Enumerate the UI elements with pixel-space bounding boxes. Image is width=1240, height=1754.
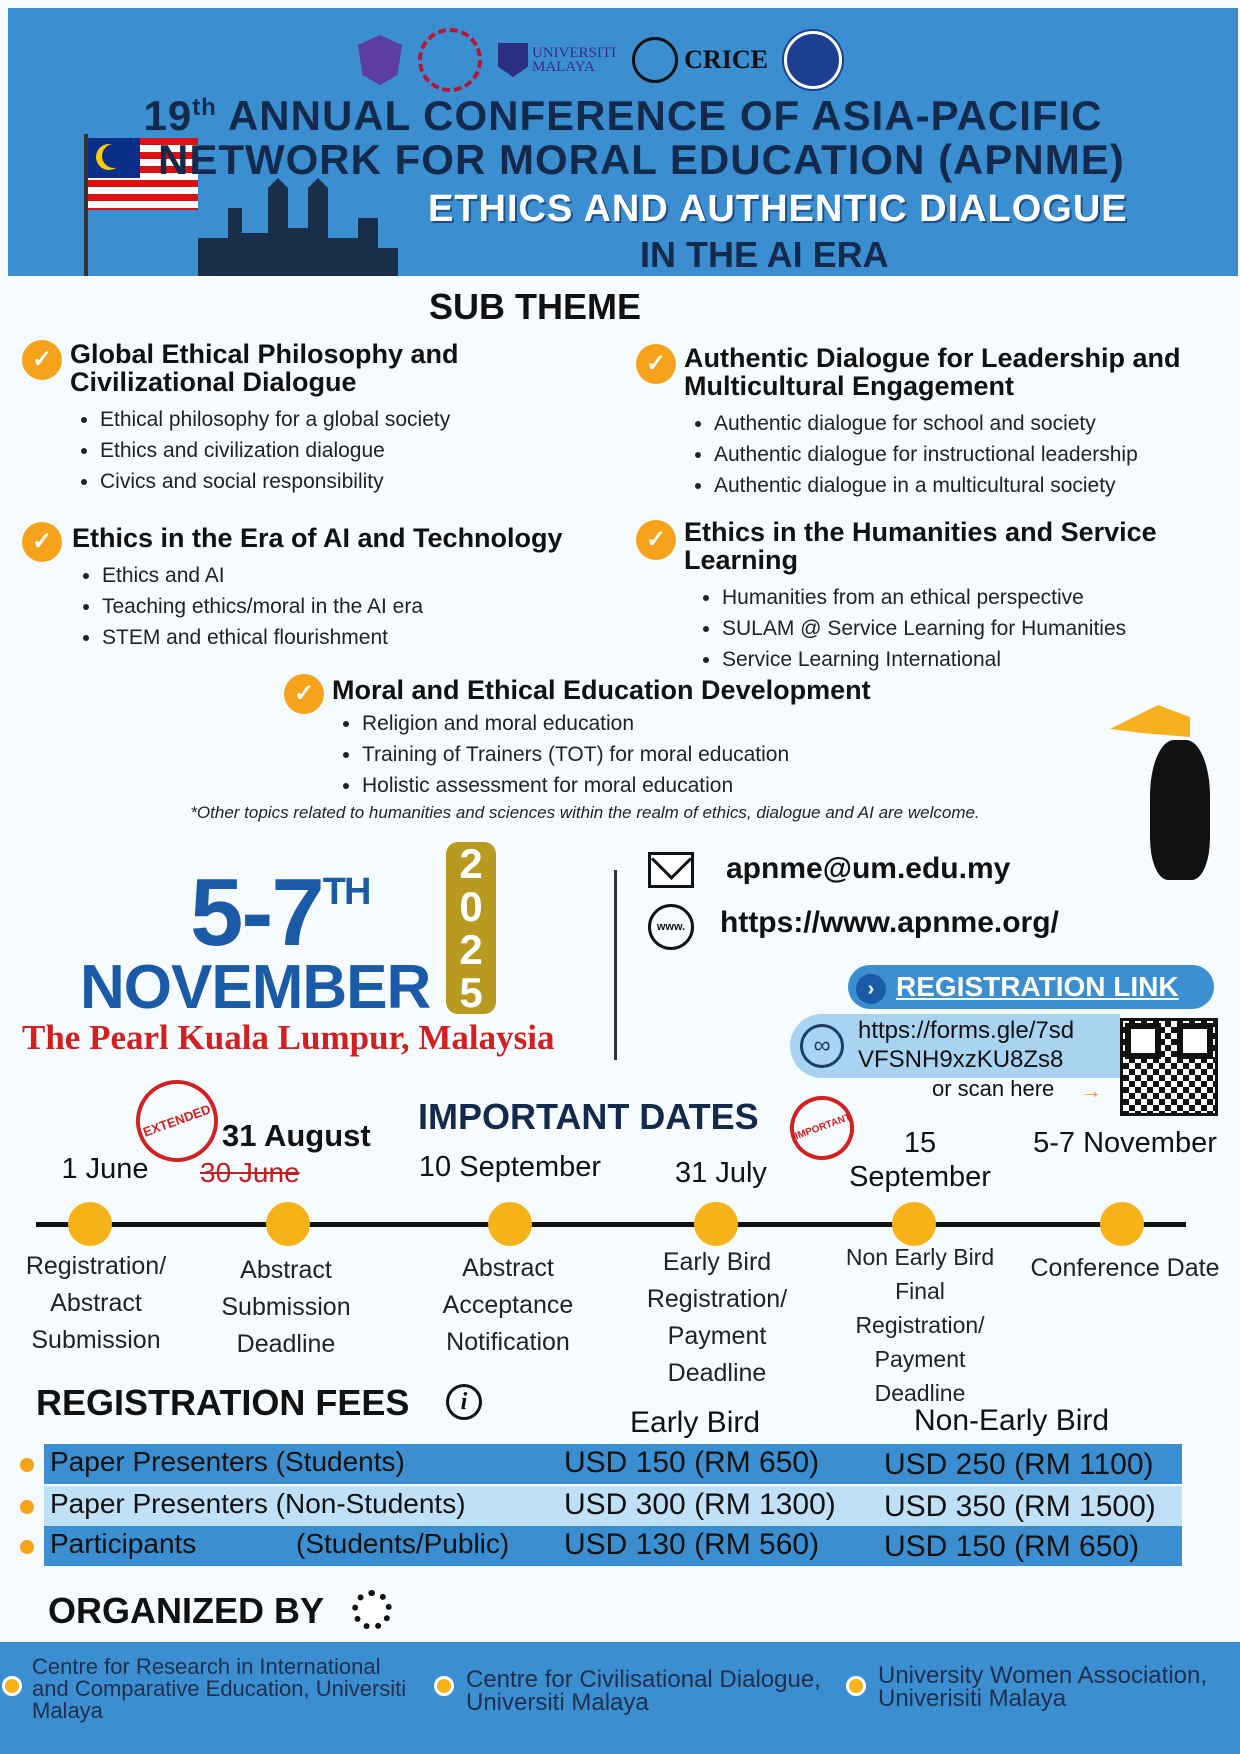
um-logo-line1: UNIVERSITI [532, 45, 617, 61]
subtheme-item: • SULAM @ Service Learning for Humanities [722, 613, 1164, 644]
email-link[interactable]: apnme@um.edu.my [726, 852, 1011, 885]
timeline-date: 31 July [675, 1157, 767, 1189]
subtheme-block [684, 518, 1164, 675]
fee-early: USD 300 (RM 1300) [564, 1488, 836, 1521]
subtheme-title: Authentic Dialogue for Leadership and Multicultural Engagement [684, 343, 1181, 401]
subtheme-item: • Service Learning International [722, 644, 1164, 675]
fee-column-non-early: Non-Early Bird [914, 1404, 1110, 1437]
checkmark-icon: ✓ [22, 340, 62, 380]
um-shield-icon [498, 43, 528, 77]
fee-non-early: USD 150 (RM 650) [884, 1530, 1140, 1563]
divider [614, 870, 617, 1060]
bullet-icon [434, 1676, 454, 1696]
fee-row [44, 1444, 1182, 1484]
checkmark-icon: ✓ [22, 522, 62, 562]
um-logo-line2: MALAYA [532, 59, 595, 75]
arrow-right-icon: → [1080, 1078, 1102, 1103]
fee-row [44, 1526, 1182, 1566]
association-seal-logo [784, 31, 842, 89]
important-dates-heading: IMPORTANT DATES [418, 1096, 759, 1137]
apnme-flower-logo [418, 28, 482, 92]
event-year: 2 0 2 5 [446, 842, 496, 1014]
timeline-old-date: 30 June [200, 1157, 300, 1188]
organizers-footer [0, 1642, 1240, 1754]
timeline-date: 5-7 November [1033, 1127, 1217, 1159]
checkmark-icon: ✓ [636, 344, 676, 384]
subtheme-block [332, 676, 952, 801]
fee-early: USD 150 (RM 650) [564, 1446, 820, 1479]
subtheme-title: Ethics in the Humanities and Service Learning [684, 517, 1157, 575]
subtheme-heading: SUB THEME [428, 286, 641, 327]
universiti-malaya-logo [498, 43, 616, 77]
globe-icon [632, 37, 678, 83]
hornbill-beak-illustration [1110, 705, 1190, 745]
website-link[interactable]: https://www.apnme.org/ [720, 906, 1059, 939]
timeline-line [36, 1222, 1186, 1227]
conference-title-line1: 19th ANNUAL CONFERENCE OF ASIA-PACIFIC [143, 92, 1103, 139]
organizer-crice: Centre for Research in International and Comparative Education, Universiti Malaya [32, 1654, 407, 1723]
timeline-date: 1 June [61, 1153, 149, 1185]
bullet-icon [846, 1676, 866, 1696]
chevron-right-icon: › [856, 974, 886, 1004]
subtheme-item: • Ethical philosophy for a global society [100, 404, 590, 435]
subtheme-item: • Ethics and civilization dialogue [100, 435, 590, 466]
checkmark-icon: ✓ [636, 520, 676, 560]
subtheme-block [684, 344, 1224, 501]
timeline-label: Early Bird Registration/ Payment Deadline [646, 1248, 788, 1387]
theme-line1: ETHICS AND AUTHENTIC DIALOGUE [428, 188, 1128, 230]
envelope-icon [648, 852, 694, 888]
subtheme-item: • Humanities from an ethical perspective [722, 582, 1164, 613]
topics-note: *Other topics related to humanities and sciences within the realm of ethics, dialogue and AI are welcome. [190, 803, 980, 822]
timeline-label: Non Early Bird Final Registration/ Payment Deadline [845, 1244, 995, 1406]
registration-fees-heading: REGISTRATION FEES [36, 1382, 410, 1423]
scan-text: or scan here [932, 1076, 1055, 1101]
extended-stamp: EXTENDED [124, 1068, 229, 1173]
theme-line2: IN THE AI ERA [640, 234, 889, 275]
timeline-dot [266, 1202, 310, 1246]
subtheme-item: • Authentic dialogue for school and society [714, 408, 1224, 439]
subtheme-item: • Religion and moral education [362, 708, 952, 739]
fee-category: Paper Presenters (Students) [50, 1446, 405, 1477]
bullet-icon [2, 1676, 22, 1696]
organizer-uwa: University Women Association, Univerisiti Malaya [878, 1662, 1208, 1712]
fee-column-early: Early Bird [630, 1406, 761, 1439]
kl-skyline-illustration [198, 178, 398, 276]
info-icon: i [446, 1384, 482, 1420]
subtheme-title: Moral and Ethical Education Development [332, 675, 871, 705]
qr-code[interactable] [1120, 1018, 1218, 1116]
subtheme-item: • Teaching ethics/moral in the AI era [102, 591, 612, 622]
timeline-date: 15 September [849, 1127, 991, 1193]
subtheme-item: • Holistic assessment for moral education [362, 770, 952, 801]
subtheme-title: Ethics in the Era of AI and Technology [72, 523, 563, 553]
fee-early: USD 130 (RM 560) [564, 1528, 820, 1561]
timeline-date: 10 September [418, 1151, 602, 1183]
registration-link-label: REGISTRATION LINK [896, 971, 1179, 1002]
subtheme-block [70, 340, 590, 497]
link-icon: ∞ [800, 1024, 844, 1068]
timeline-dot [68, 1202, 112, 1246]
subtheme-item: • Training of Trainers (TOT) for moral education [362, 739, 952, 770]
timeline-dot [1100, 1202, 1144, 1246]
bullet-icon [20, 1500, 34, 1514]
checkmark-icon: ✓ [284, 674, 324, 714]
timeline-date: 31 August [222, 1118, 371, 1153]
subtheme-item: • Ethics and AI [102, 560, 612, 591]
fee-category-extra: (Students/Public) [296, 1528, 510, 1559]
timeline-label: Registration/ Abstract Submission [25, 1252, 167, 1354]
registration-link-button[interactable] [848, 965, 1214, 1009]
timeline-dot [694, 1202, 738, 1246]
logo-strip [358, 28, 842, 92]
event-days: 5-7TH [190, 859, 370, 966]
event-month: NOVEMBER [80, 953, 431, 1022]
bullet-icon [20, 1458, 34, 1472]
crice-logo [632, 37, 768, 83]
fee-non-early: USD 350 (RM 1500) [884, 1490, 1156, 1523]
hornbill-illustration [1150, 740, 1210, 880]
event-venue: The Pearl Kuala Lumpur, Malaysia [22, 1018, 555, 1057]
fee-row [44, 1486, 1182, 1526]
form-url[interactable]: https://forms.gle/7sd VFSNH9xzKU8Zs8 [858, 1017, 1075, 1073]
fee-category: Participants [50, 1528, 197, 1559]
gear-people-icon [352, 1590, 392, 1630]
header-banner [8, 8, 1238, 276]
fee-category: Paper Presenters (Non-Students) [50, 1488, 466, 1519]
subtheme-item: • Authentic dialogue for instructional leadership [714, 439, 1224, 470]
timeline-label: Abstract Submission Deadline [221, 1256, 351, 1358]
timeline-label: Conference Date [1030, 1254, 1220, 1282]
timeline-label: Abstract Acceptance Notification [442, 1254, 574, 1356]
bullet-icon [20, 1540, 34, 1554]
timeline-dot [488, 1202, 532, 1246]
subtheme-item: • STEM and ethical flourishment [102, 622, 612, 653]
important-stamp: IMPORTANT [781, 1087, 863, 1169]
fee-non-early: USD 250 (RM 1100) [884, 1448, 1154, 1481]
faculty-crest-logo [358, 35, 402, 85]
subtheme-title: Global Ethical Philosophy and Civilizational Dialogue [70, 339, 459, 397]
subtheme-item: • Civics and social responsibility [100, 466, 590, 497]
subtheme-item: • Authentic dialogue in a multicultural society [714, 470, 1224, 501]
crice-logo-text: CRICE [684, 45, 768, 74]
organizer-ccd: Centre for Civilisational Dialogue, Universiti Malaya [466, 1666, 821, 1716]
organized-by-heading: ORGANIZED BY [48, 1590, 325, 1631]
subtheme-block [72, 524, 612, 653]
conference-title-line2: NETWORK FOR MORAL EDUCATION (APNME) [158, 136, 1125, 183]
globe-www-icon: www. [648, 904, 694, 950]
